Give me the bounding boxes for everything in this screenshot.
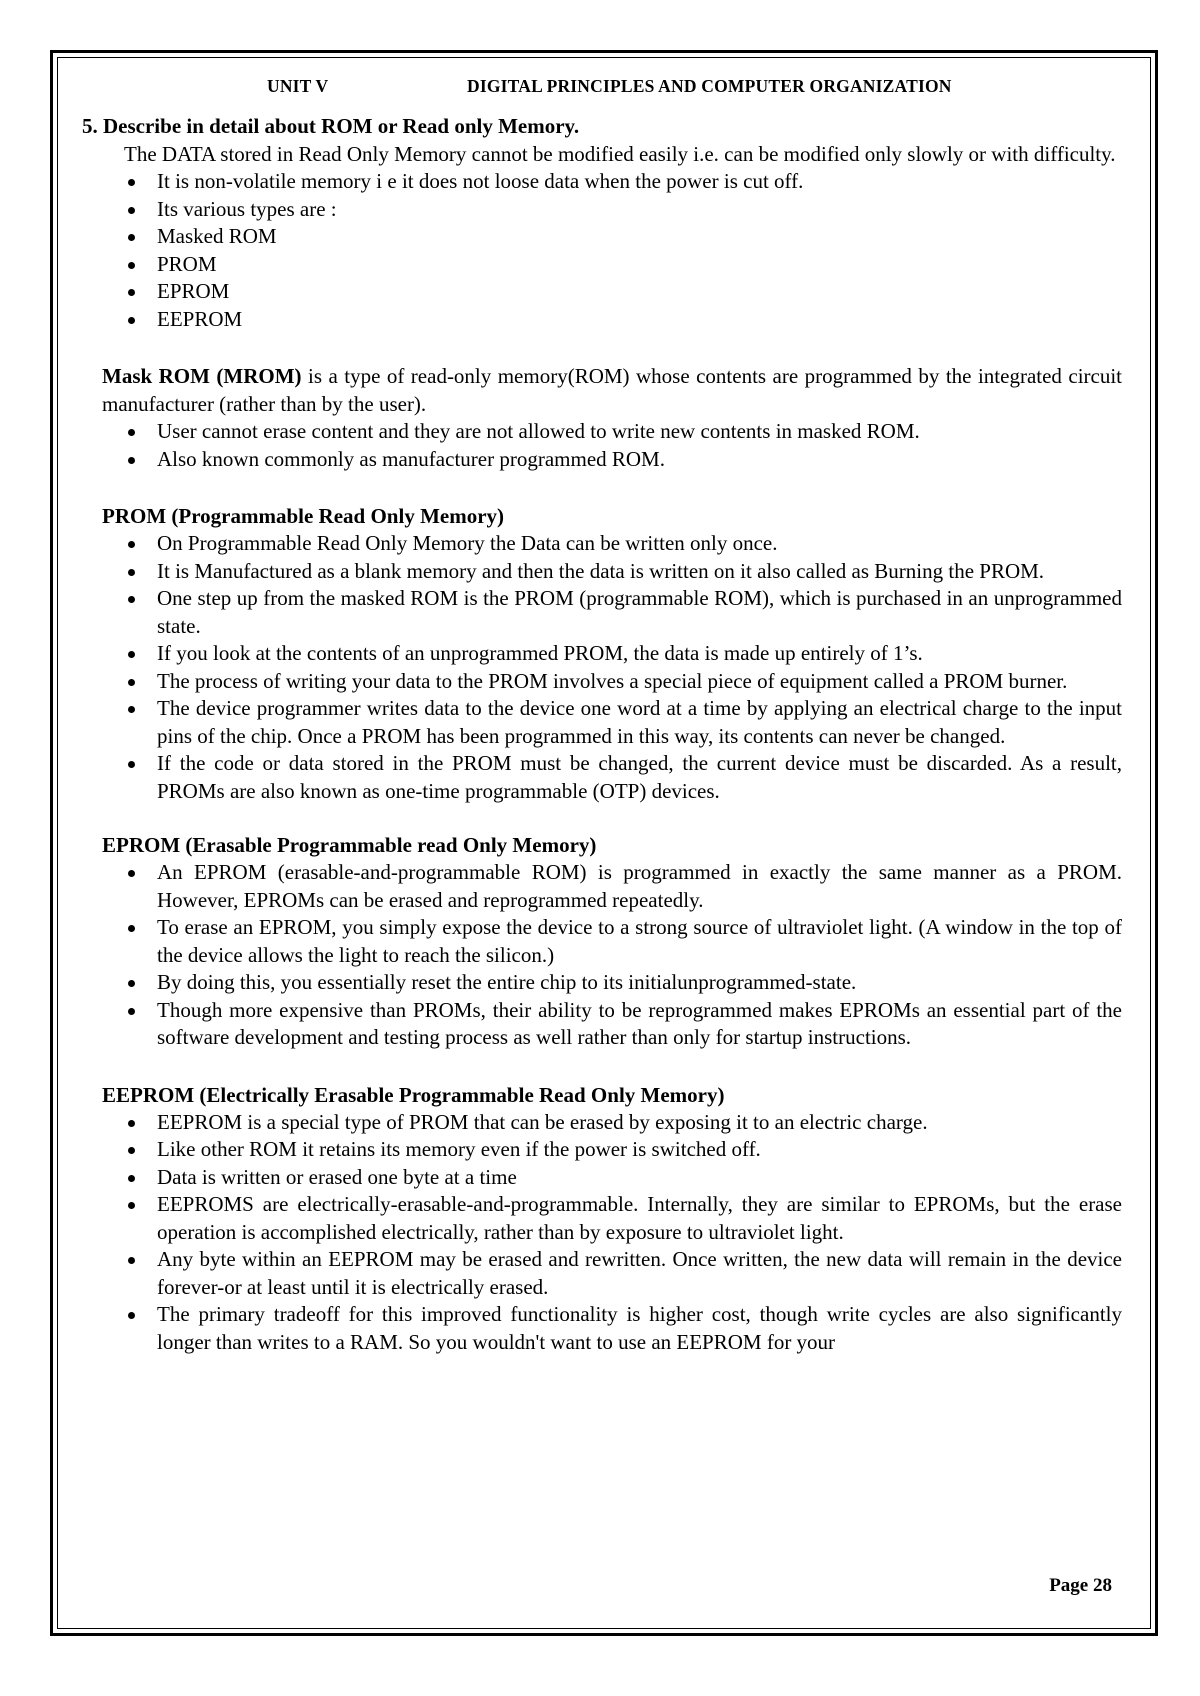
list-item: To erase an EPROM, you simply expose the device to a strong source of ultraviolet light. (A window in the top of the device allows the light to reach the silicon.)	[157, 914, 1122, 969]
list-item: Also known commonly as manufacturer programmed ROM.	[157, 446, 1122, 474]
bullet-icon	[128, 429, 135, 436]
bullet-icon	[128, 569, 135, 576]
list-item: The primary tradeoff for this improved functionality is higher cost, though write cycles are also significantly longer than writes to a RAM. So you wouldn't want to use an EEPROM for your	[157, 1301, 1122, 1356]
bullet-icon	[128, 1175, 135, 1182]
list-item: An EPROM (erasable-and-programmable ROM) is programmed in exactly the same manner as a PROM. However, EPROMs can be erased and reprogrammed repeatedly.	[157, 859, 1122, 914]
mrom-list	[82, 418, 1122, 473]
eprom-title: EPROM (Erasable Programmable read Only Memory)	[102, 833, 597, 857]
bullet-icon	[128, 651, 135, 658]
mrom-body: is a type of read-only memory(ROM) whose contents are programmed by the integrated circuit manufacturer (rather than by the user).	[102, 364, 1123, 416]
bullet-icon	[128, 706, 135, 713]
bullet-icon	[128, 761, 135, 768]
bullet-icon	[128, 179, 135, 186]
bullet-icon	[128, 317, 135, 324]
eprom-list	[82, 859, 1122, 1052]
mrom-paragraph	[82, 362, 1122, 418]
list-item: If the code or data stored in the PROM must be changed, the current device must be discarded. As a result, PROMs are also known as one-time programmable (OTP) devices.	[157, 750, 1122, 805]
list-item: Any byte within an EEPROM may be erased and rewritten. Once written, the new data will remain in the device forever-or at least until it is electrically erased.	[157, 1246, 1122, 1301]
bullet-icon	[128, 262, 135, 269]
bullet-icon	[128, 596, 135, 603]
bullet-icon	[128, 457, 135, 464]
spacer	[82, 473, 1122, 502]
spacer	[82, 805, 1122, 831]
running-header	[82, 70, 1122, 110]
list-item: PROM	[157, 251, 1122, 279]
bullet-icon	[128, 980, 135, 987]
list-item: EEPROM	[157, 306, 1122, 334]
list-item: Like other ROM it retains its memory even if the power is switched off.	[157, 1136, 1122, 1164]
page-content	[82, 70, 1122, 1600]
prom-title: PROM (Programmable Read Only Memory)	[102, 504, 505, 528]
bullet-icon	[128, 1312, 135, 1319]
list-item: It is non-volatile memory i e it does not loose data when the power is cut off.	[157, 168, 1122, 196]
bullet-icon	[128, 541, 135, 548]
list-item: EPROM	[157, 278, 1122, 306]
bullet-icon	[128, 1257, 135, 1264]
list-item: If you look at the contents of an unprogrammed PROM, the data is made up entirely of 1’s.	[157, 640, 1122, 668]
mrom-title: Mask ROM (MROM)	[102, 364, 302, 388]
page-number: Page 28	[1049, 1575, 1112, 1596]
spacer	[82, 333, 1122, 362]
list-item: One step up from the masked ROM is the PROM (programmable ROM), which is purchased in an unprogrammed state.	[157, 585, 1122, 640]
question-title: 5. Describe in detail about ROM or Read only Memory.	[82, 114, 580, 138]
list-item: By doing this, you essentially reset the entire chip to its initialunprogrammed-state.	[157, 969, 1122, 997]
eeprom-title: EEPROM (Electrically Erasable Programmable Read Only Memory)	[102, 1082, 725, 1107]
list-item: The device programmer writes data to the device one word at a time by applying an electrical charge to the input pins of the chip. Once a PROM has been programmed in this way, its contents can never be changed.	[157, 695, 1122, 750]
bullet-icon	[128, 1147, 135, 1154]
list-item: Data is written or erased one byte at a time	[157, 1164, 1122, 1192]
prom-list	[82, 530, 1122, 805]
eeprom-list	[82, 1109, 1122, 1357]
list-item: User cannot erase content and they are not allowed to write new contents in masked ROM.	[157, 418, 1122, 446]
list-item: The process of writing your data to the PROM involves a special piece of equipment called a PROM burner.	[157, 668, 1122, 696]
list-item: Its various types are :	[157, 196, 1122, 224]
header-course: DIGITAL PRINCIPLES AND COMPUTER ORGANIZATION	[467, 76, 952, 96]
bullet-icon	[128, 1008, 135, 1015]
bullet-icon	[128, 679, 135, 686]
list-item: Masked ROM	[157, 223, 1122, 251]
bullet-icon	[128, 207, 135, 214]
rom-overview-list	[82, 168, 1122, 333]
list-item: On Programmable Read Only Memory the Data can be written only once.	[157, 530, 1122, 558]
list-item: EEPROMS are electrically-erasable-and-programmable. Internally, they are similar to EPROMs, but the erase operation is accomplished electrically, rather than by exposure to ultraviolet light.	[157, 1191, 1122, 1246]
bullet-icon	[128, 289, 135, 296]
list-item: It is Manufactured as a blank memory and then the data is written on it also called as Burning the PROM.	[157, 558, 1122, 586]
header-unit: UNIT V	[267, 76, 329, 96]
list-item: EEPROM is a special type of PROM that can be erased by exposing it to an electric charge.	[157, 1109, 1122, 1137]
spacer	[82, 1052, 1122, 1081]
bullet-icon	[128, 1202, 135, 1209]
bullet-icon	[128, 925, 135, 932]
bullet-icon	[128, 1120, 135, 1127]
bullet-icon	[128, 870, 135, 877]
bullet-icon	[128, 234, 135, 241]
list-item: Though more expensive than PROMs, their ability to be reprogrammed makes EPROMs an essential part of the software development and testing process as well rather than only for startup instructions.	[157, 997, 1122, 1052]
question-intro: The DATA stored in Read Only Memory cannot be modified easily i.e. can be modified only slowly or with difficulty.	[124, 142, 1116, 166]
